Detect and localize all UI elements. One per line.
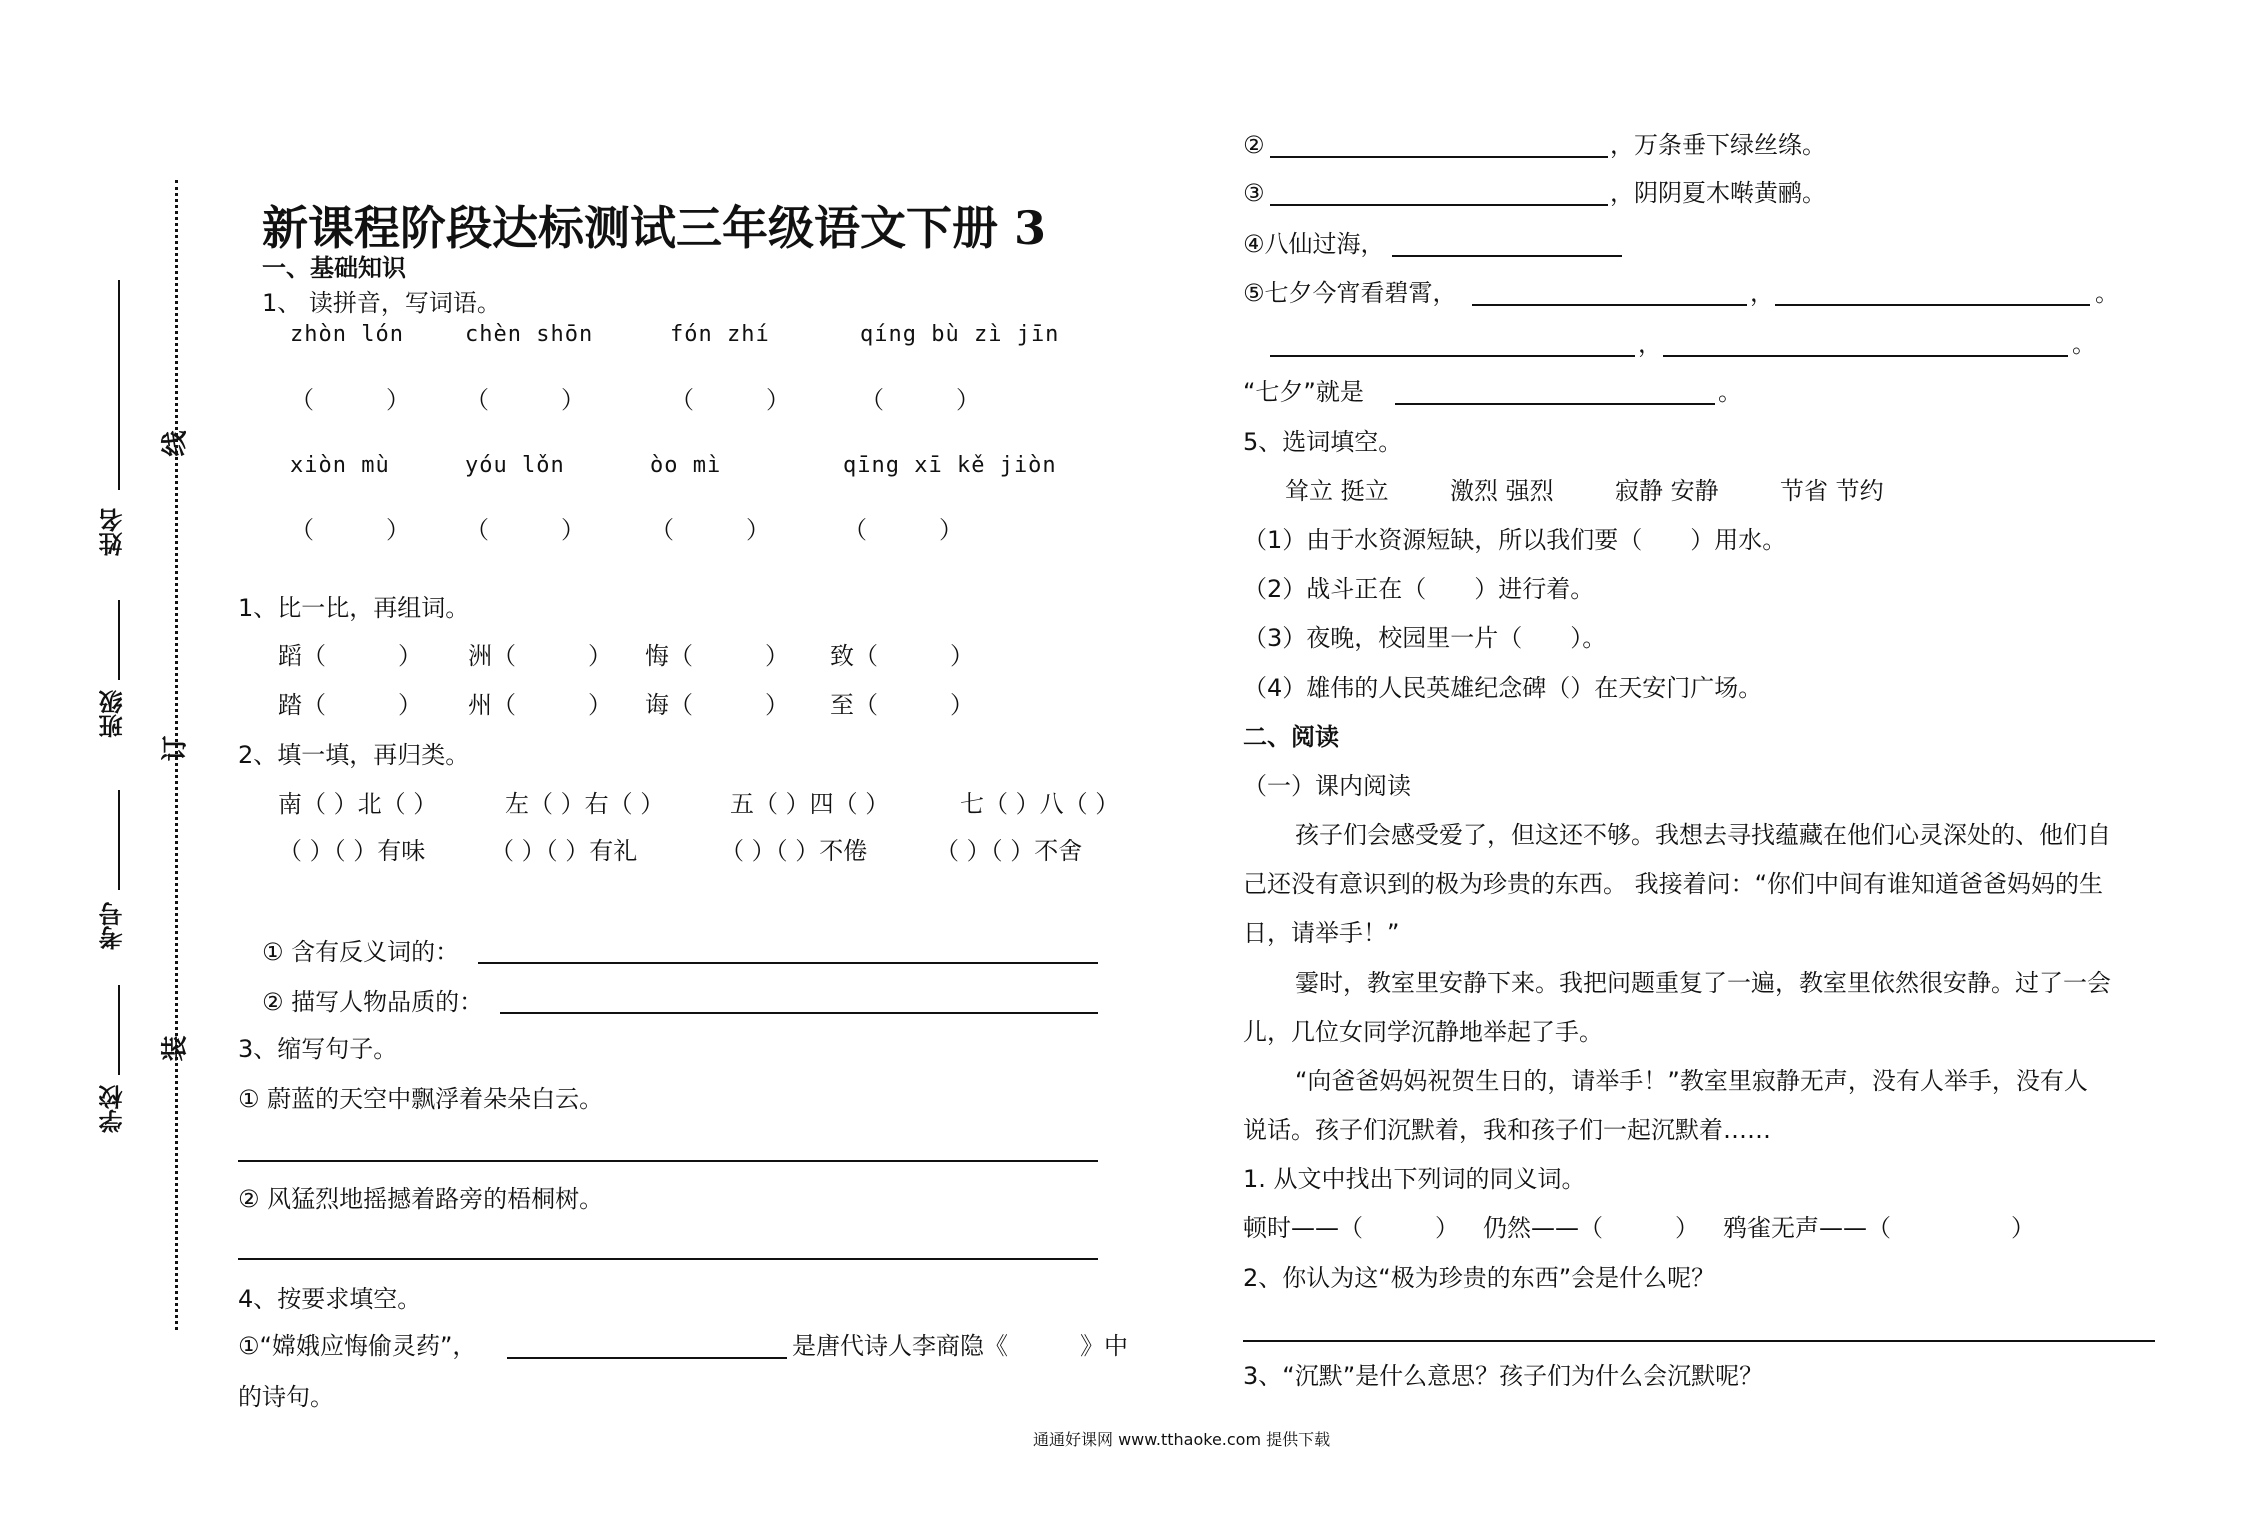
compare-item[interactable]: 踏（ ） — [278, 691, 422, 719]
comma: ， — [1638, 330, 1662, 358]
compare-item[interactable]: 洲（ ） — [468, 642, 612, 670]
synonym-item[interactable]: 仍然——（ ） — [1483, 1214, 1699, 1242]
answer-box[interactable]: （ ） — [843, 516, 963, 544]
answer-box[interactable]: （ ） — [860, 386, 980, 414]
poem-2-number: ② — [1243, 131, 1265, 159]
poem-5-answer-4[interactable] — [1663, 355, 2068, 357]
synonym-item[interactable]: 顿时——（ ） — [1243, 1214, 1459, 1242]
classify-antonym-line[interactable] — [478, 962, 1098, 964]
question-4: 4、按要求填空。 — [238, 1285, 422, 1313]
poem-2-answer[interactable] — [1270, 156, 1608, 158]
compare-item[interactable]: 至（ ） — [830, 691, 974, 719]
poem-1-suffix: 是唐代诗人李商隐《 》中 — [792, 1332, 1128, 1360]
page-title: 新课程阶段达标测试三年级语文下册 3 — [262, 201, 1047, 255]
binding-label-xian: 线 — [160, 430, 191, 457]
qixi-label: “七夕”就是 — [1243, 378, 1364, 406]
compare-item[interactable]: 致（ ） — [830, 642, 974, 670]
fill-item[interactable]: （ ）（ ）不倦 — [720, 837, 868, 865]
class-field[interactable] — [118, 600, 120, 680]
footer-text: 通通好课网 www.tthaoke.com 提供下载 — [1033, 1430, 1331, 1449]
pinyin-5: xiòn mù — [290, 453, 390, 478]
sub-reading: （一）课内阅读 — [1243, 772, 1411, 800]
idiom-answer[interactable] — [1392, 255, 1622, 257]
sentence-2-answer[interactable] — [238, 1258, 1098, 1260]
classify-character-label: ② 描写人物品质的： — [262, 988, 484, 1016]
compare-item[interactable]: 悔（ ） — [645, 642, 789, 670]
question-1: 1、 读拼音，写词语。 — [262, 289, 501, 317]
fill-item[interactable]: （ ）（ ）不舍 — [935, 837, 1083, 865]
word-choice: 寂静 安静 — [1615, 477, 1719, 505]
poem-2-text: ，万条垂下绿丝绦。 — [1610, 131, 1826, 159]
binding-label-zhuang: 装 — [160, 1035, 191, 1062]
period: 。 — [2095, 279, 2119, 307]
period: 。 — [1718, 378, 1742, 406]
answer-box[interactable]: （ ） — [670, 386, 790, 414]
reading-question-3: 3、“沉默”是什么意思？孩子们为什么会沉默呢？ — [1243, 1362, 1764, 1390]
passage-line: 己还没有意识到的极为珍贵的东西。 我接着问：“你们中间有谁知道爸爸妈妈的生 — [1243, 870, 2104, 898]
fill-item[interactable]: 七（ ）八（ ） — [960, 790, 1120, 818]
synonym-item[interactable]: 鸦雀无声——（ ） — [1723, 1214, 2035, 1242]
question-3: 3、缩写句子。 — [238, 1035, 398, 1063]
word-choice: 节省 节约 — [1780, 477, 1884, 505]
number-label: 考号 — [99, 902, 127, 950]
poem-5-label: ⑤七夕今宵看碧霄， — [1243, 279, 1457, 307]
fill-item[interactable]: 五（ ）四（ ） — [730, 790, 890, 818]
poem-3-text: ，阴阴夏木啭黄鹂。 — [1610, 179, 1826, 207]
word-choice: 激烈 强烈 — [1450, 477, 1554, 505]
answer-box[interactable]: （ ） — [465, 516, 585, 544]
pinyin-8: qīng xī kě jiòn — [843, 453, 1057, 478]
question-1b: 1、比一比，再组词。 — [238, 594, 470, 622]
answer-box[interactable]: （ ） — [650, 516, 770, 544]
poem-3-number: ③ — [1243, 179, 1265, 207]
sentence-1-answer[interactable] — [238, 1160, 1098, 1162]
fill-item[interactable]: 南（ ）北（ ） — [278, 790, 438, 818]
pinyin-3: fón zhí — [670, 322, 770, 347]
pinyin-2: chèn shōn — [465, 322, 594, 347]
sentence-1: ① 蔚蓝的天空中飘浮着朵朵白云。 — [238, 1085, 604, 1113]
poem-1-prefix: ①“嫦娥应悔偷灵药”， — [238, 1332, 477, 1360]
reading-question-1: 1. 从文中找出下列词的同义词。 — [1243, 1165, 1586, 1193]
class-label: 班级 — [99, 690, 127, 738]
answer-box[interactable]: （ ） — [290, 516, 410, 544]
passage-line: 孩子们会感受爱了，但这还不够。我想去寻找蕴藏在他们心灵深处的、他们自 — [1295, 821, 2111, 849]
compare-item[interactable]: 州（ ） — [468, 691, 612, 719]
pinyin-7: òo mì — [650, 453, 722, 478]
classify-antonym-label: ① 含有反义词的： — [262, 938, 460, 966]
passage-line: 儿，几位女同学沉静地举起了手。 — [1243, 1018, 1603, 1046]
passage-line: “向爸爸妈妈祝贺生日的，请举手！”教室里寂静无声，没有人举手，没有人 — [1295, 1067, 2088, 1095]
reading-question-2-answer[interactable] — [1243, 1340, 2155, 1342]
qixi-answer[interactable] — [1395, 403, 1715, 405]
school-field[interactable] — [118, 985, 120, 1075]
section-reading: 二、阅读 — [1243, 723, 1339, 751]
poem-1-answer[interactable] — [507, 1357, 787, 1359]
period: 。 — [2072, 330, 2096, 358]
passage-line: 日，请举手！” — [1243, 919, 1400, 947]
question-5: 5、选词填空。 — [1243, 428, 1403, 456]
passage-line: 说话。孩子们沉默着，我和孩子们一起沉默着…… — [1243, 1116, 1771, 1144]
comma: ， — [1750, 279, 1774, 307]
answer-box[interactable]: （ ） — [290, 386, 410, 414]
number-field[interactable] — [118, 790, 120, 890]
choice-sentence-1: （1）由于水资源短缺，所以我们要（ ）用水。 — [1243, 526, 1787, 554]
name-label: 姓名 — [99, 508, 127, 556]
sentence-2: ② 风猛烈地摇撼着路旁的梧桐树。 — [238, 1185, 604, 1213]
pinyin-1: zhòn lón — [290, 322, 404, 347]
choice-sentence-3: （3）夜晚，校园里一片（ ）。 — [1243, 624, 1607, 652]
classify-character-line[interactable] — [500, 1012, 1098, 1014]
school-label: 学校 — [99, 1085, 127, 1133]
answer-box[interactable]: （ ） — [465, 386, 585, 414]
compare-item[interactable]: 蹈（ ） — [278, 642, 422, 670]
poem-1-end: 的诗句。 — [238, 1383, 334, 1411]
poem-5-answer-2[interactable] — [1775, 304, 2090, 306]
pinyin-6: yóu lǒn — [465, 453, 565, 478]
choice-sentence-4: （4）雄伟的人民英雄纪念碑（）在天安门广场。 — [1243, 674, 1763, 702]
poem-5-answer-1[interactable] — [1472, 304, 1747, 306]
binding-label-ding: 订 — [160, 735, 191, 762]
fill-item[interactable]: （ ）（ ）有礼 — [490, 837, 638, 865]
idiom-label: ④八仙过海， — [1243, 230, 1385, 258]
choice-sentence-2: （2）战斗正在（ ）进行着。 — [1243, 575, 1595, 603]
section-basic: 一、基础知识 — [262, 254, 406, 282]
compare-item[interactable]: 诲（ ） — [645, 691, 789, 719]
fill-item[interactable]: 左（ ）右（ ） — [505, 790, 665, 818]
word-choice: 耸立 挺立 — [1285, 477, 1389, 505]
reading-question-2: 2、你认为这“极为珍贵的东西”会是什么呢？ — [1243, 1264, 1716, 1292]
fill-item[interactable]: （ ）（ ）有味 — [278, 837, 426, 865]
poem-5-answer-3[interactable] — [1270, 355, 1635, 357]
poem-3-answer[interactable] — [1270, 204, 1608, 206]
passage-line: 霎时，教室里安静下来。我把问题重复了一遍，教室里依然很安静。过了一会 — [1295, 969, 2111, 997]
pinyin-4: qíng bù zì jīn — [860, 322, 1060, 347]
name-field[interactable] — [118, 280, 120, 490]
question-2: 2、填一填，再归类。 — [238, 741, 470, 769]
